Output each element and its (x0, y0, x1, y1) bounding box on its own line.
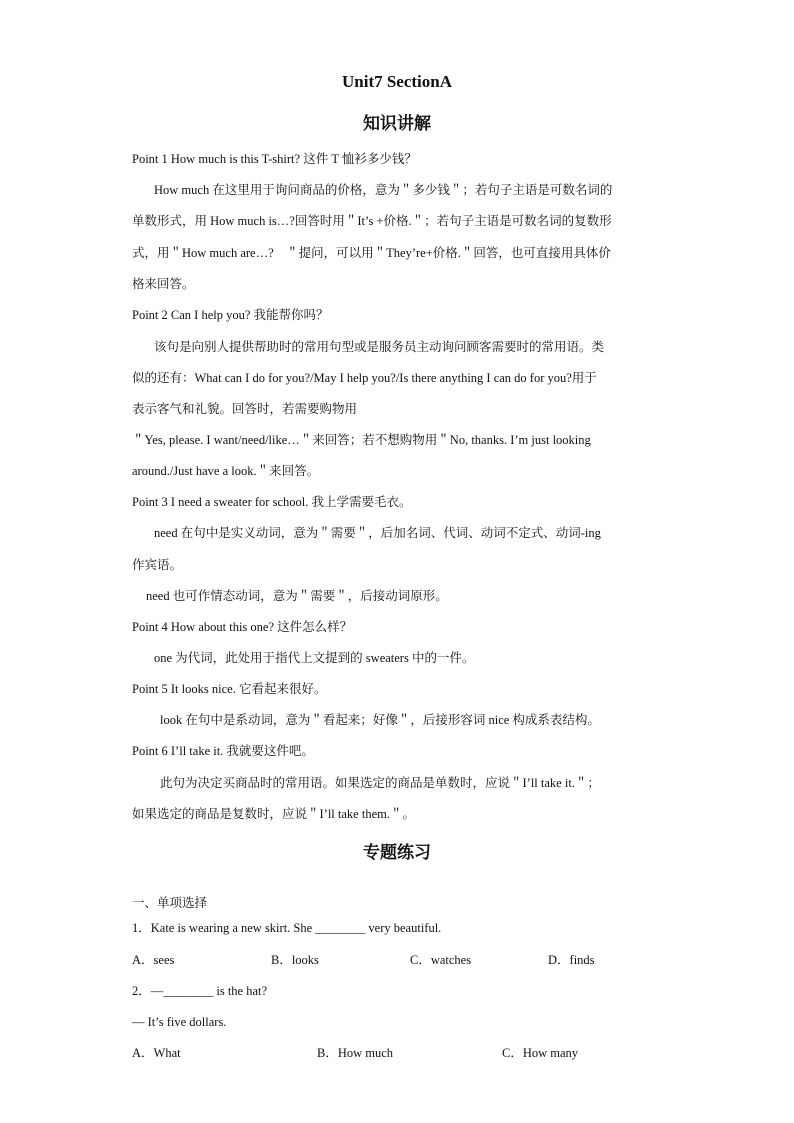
point-3-line-3: need 也可作情态动词，意为＂需要＂，后接动词原形。 (146, 589, 448, 603)
section-heading-exercise: 专题练习 (363, 843, 431, 863)
point-5-title: Point 5 It looks nice. 它看起来很好。 (132, 682, 327, 696)
document-title: Unit7 SectionA (341, 72, 453, 91)
point-4-line-1: one 为代词，此处用于指代上文提到的 sweaters 中的一件。 (154, 651, 475, 665)
point-2-title: Point 2 Can I help you? 我能帮你吗？ (132, 308, 329, 322)
point-5-line-1: look 在句中是系动词，意为＂看起来；好像＂，后接形容词 nice 构成系表结构。 (160, 713, 600, 727)
question-2-option-b: B．How much (317, 1046, 394, 1060)
point-2-line-2: 似的还有：What can I do for you?/May I help you?/Is there anything I can do for you?用于 (132, 371, 597, 385)
point-3-line-1: need 在句中是实义动词，意为＂需要＂，后加名词、代词、动词不定式、动词-ing (154, 526, 601, 540)
point-2-line-5: around./Just have a look.＂来回答。 (132, 464, 320, 478)
point-1-title: Point 1 How much is this T-shirt? 这件 T 恤衫多少钱？ (132, 152, 417, 166)
question-1-option-d: D．finds (548, 953, 595, 967)
point-4-title: Point 4 How about this one? 这件怎么样？ (132, 620, 353, 634)
point-1-line-1: How much 在这里用于询问商品的价格，意为＂多少钱＂；若句子主语是可数名词的 (154, 183, 613, 197)
question-2-option-c: C．How many (502, 1046, 579, 1060)
question-2-option-a: A．What (132, 1046, 181, 1060)
section-heading-knowledge: 知识讲解 (363, 114, 431, 134)
point-3-title: Point 3 I need a sweater for school. 我上学需要毛衣。 (132, 495, 412, 509)
question-2: 2．—________ is the hat? (132, 984, 268, 998)
exercise-part-label: 一、单项选择 (132, 896, 208, 910)
question-1-option-c: C．watches (410, 953, 472, 967)
point-6-title: Point 6 I’ll take it. 我就要这件吧。 (132, 744, 314, 758)
point-1-line-3: 式，用＂How much are…? ＂提问，可以用＂They’re+价格.＂回答，也可直接用具体价 (132, 246, 611, 260)
question-1: 1．Kate is wearing a new skirt. She ________ very beautiful. (132, 921, 442, 935)
point-2-line-4: ＂Yes, please. I want/need/like…＂来回答；若不想购物用＂No, thanks. I’m just looking (132, 433, 591, 447)
point-1-line-4: 格来回答。 (132, 277, 195, 291)
question-2-reply: — It’s five dollars. (132, 1015, 227, 1029)
question-1-option-a: A．sees (132, 953, 175, 967)
question-1-option-b: B．looks (271, 953, 319, 967)
point-3-line-2: 作宾语。 (132, 558, 183, 572)
point-2-line-1: 该句是向别人提供帮助时的常用句型或是服务员主动询问顾客需要时的常用语。类 (154, 340, 605, 354)
point-2-line-3: 表示客气和礼貌。回答时，若需要购物用 (132, 402, 358, 416)
point-6-line-1: 此句为决定买商品时的常用语。如果选定的商品是单数时，应说＂I’ll take it.＂； (160, 776, 600, 790)
point-6-line-2: 如果选定的商品是复数时，应说＂I’ll take them.＂。 (132, 807, 415, 821)
point-1-line-2: 单数形式，用 How much is…?回答时用＂It’s +价格.＂；若句子主语是可数名词的复数形 (132, 214, 612, 228)
